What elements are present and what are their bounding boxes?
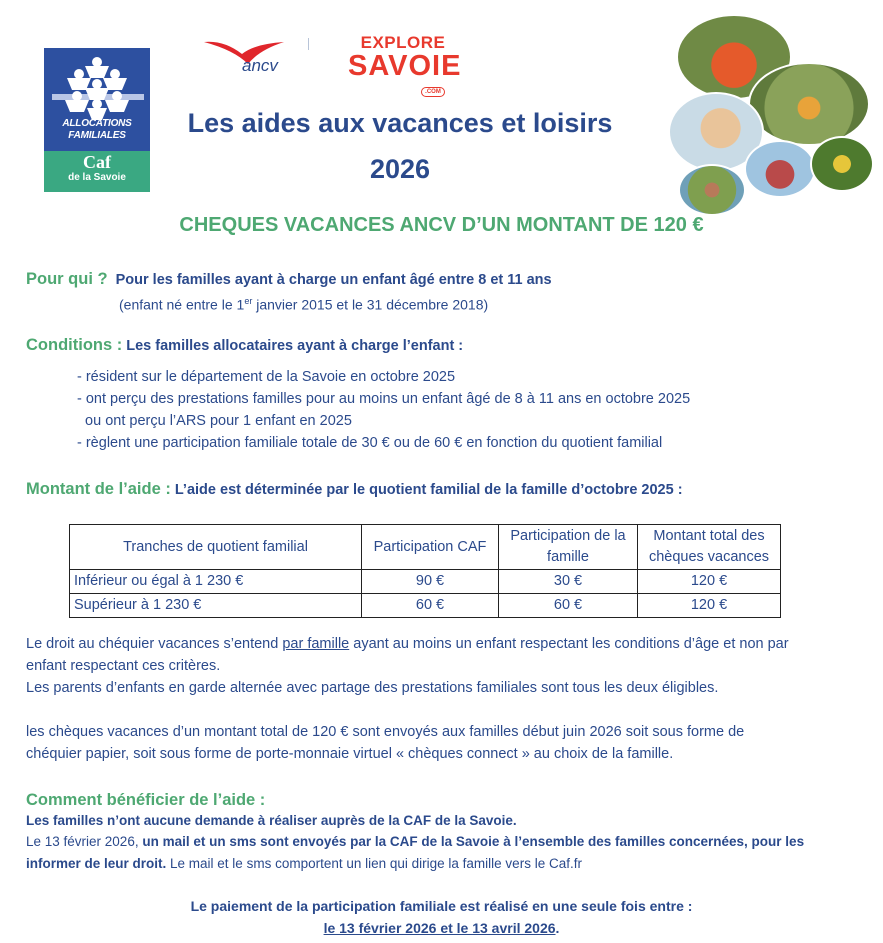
table-header: Participation CAF xyxy=(362,525,499,570)
page-title xyxy=(150,100,650,192)
title-line-2: 2026 xyxy=(369,154,431,184)
note-pre: (enfant né entre le 1 xyxy=(119,296,245,313)
pour-qui-label: Pour qui ? xyxy=(26,270,108,288)
table-cell: 120 € xyxy=(638,570,781,594)
caf-logo xyxy=(44,48,150,192)
table-cell: Inférieur ou égal à 1 230 € xyxy=(70,570,362,594)
table-header xyxy=(638,525,781,570)
subtitle: CHEQUES VACANCES ANCV D’UN MONTANT DE 120 € xyxy=(179,214,704,236)
caf-logo-bottom xyxy=(44,151,150,192)
comment-line2 xyxy=(26,831,804,853)
photo-collage xyxy=(666,14,870,214)
comment-line3 xyxy=(26,853,804,875)
info-p1-line1 xyxy=(26,633,789,655)
comment-block xyxy=(26,789,804,875)
table-cell: Supérieur à 1 230 € xyxy=(70,594,362,618)
comment-line1: Les familles n’ont aucune demande à réaliser auprès de la CAF de la Savoie. xyxy=(26,813,517,828)
text: informer de leur droit. xyxy=(26,856,167,871)
condition-item: - règlent une participation familiale totale de 30 € ou de 60 € en fonction du quotient familial xyxy=(77,435,663,451)
conditions-text: Les familles allocataires ayant à charge l’enfant : xyxy=(126,338,464,354)
table-cell: 60 € xyxy=(499,594,638,618)
condition-item: - résident sur le département de la Savoie en octobre 2025 xyxy=(77,369,456,385)
note-post: janvier 2015 et le 31 décembre 2018) xyxy=(252,296,489,313)
children-group-icon xyxy=(44,52,150,122)
header-line: Montant total des xyxy=(653,528,765,544)
text: Le 13 février 2026, xyxy=(26,834,143,849)
caf-logo-top xyxy=(44,48,150,151)
table-header: Tranches de quotient familial xyxy=(70,525,362,570)
pour-qui-row xyxy=(26,268,552,291)
montant-text: L’aide est déterminée par le quotient familial de la famille d’octobre 2025 : xyxy=(174,482,683,498)
info-block xyxy=(26,633,789,765)
com-badge: .COM xyxy=(421,87,445,97)
caf-dept: de la Savoie xyxy=(68,172,126,183)
conditions-list xyxy=(77,366,690,454)
savoie-text: SAVOIE xyxy=(348,50,462,82)
condition-item: ou ont perçu l’ARS pour 1 enfant en 2025 xyxy=(77,413,352,429)
table-row xyxy=(70,594,781,618)
comment-label: Comment bénéficier de l’aide : xyxy=(26,791,266,809)
header-line: Participation de la xyxy=(510,528,626,544)
info-p3-line1: les chèques vacances d’un montant total de 120 € sont envoyés aux familles début juin 2026 soit sous forme de xyxy=(26,724,745,740)
paiement-dates: le 13 février 2026 et le 13 avril 2026 xyxy=(323,920,556,936)
text: Le mail et le sms comportent un lien qui dirige la famille vers le Caf.fr xyxy=(166,856,582,871)
table-cell: 30 € xyxy=(499,570,638,594)
par-famille-text: par famille xyxy=(282,636,350,652)
info-p3-line2: chéquier papier, soit sous forme de porte-monnaie virtuel « chèques connect » au choix de la famille. xyxy=(26,746,674,762)
table-cell: 60 € xyxy=(362,594,499,618)
table-cell: 90 € xyxy=(362,570,499,594)
text: . xyxy=(555,920,560,936)
quotient-table xyxy=(69,524,781,618)
photo-mother-daughter xyxy=(744,140,816,198)
photo-family-lake xyxy=(678,164,746,216)
header-line: famille xyxy=(547,549,589,565)
text: un mail et un sms sont envoyés par la CAF de la Savoie à l’ensemble des familles concernées, pour les xyxy=(142,834,805,849)
caf-name: Caf xyxy=(83,152,111,172)
table-cell: 120 € xyxy=(638,594,781,618)
caf-logo-line1: ALLOCATIONS xyxy=(62,118,132,129)
note-sup: er xyxy=(244,296,253,306)
caf-logo-line2: FAMILIALES xyxy=(68,130,126,141)
ancv-text: ancv xyxy=(242,56,278,75)
condition-item: - ont perçu des prestations familles pour au moins un enfant âgé de 8 à 11 ans en octobre 2025 xyxy=(77,391,691,407)
paiement-line2 xyxy=(0,917,883,939)
table-header-row xyxy=(70,525,781,570)
text: Le droit au chéquier vacances s’entend xyxy=(26,636,283,652)
table-row xyxy=(70,570,781,594)
text: ayant au moins un enfant respectant les conditions d’âge et non par xyxy=(349,636,789,652)
pour-qui-note xyxy=(119,290,488,316)
photo-family-hiking xyxy=(748,62,870,146)
ancv-logo xyxy=(200,36,310,80)
table-header xyxy=(499,525,638,570)
paiement-block xyxy=(0,895,883,939)
explore-text: EXPLORE xyxy=(360,33,446,52)
montant-row xyxy=(26,478,683,501)
title-line-1: Les aides aux vacances et loisirs xyxy=(187,108,613,138)
separator xyxy=(308,38,309,50)
montant-label: Montant de l’aide : xyxy=(26,480,171,498)
explore-savoie-logo xyxy=(348,33,462,95)
pour-qui-text: Pour les familles ayant à charge un enfant âgé entre 8 et 11 ans xyxy=(115,272,552,288)
paiement-line1: Le paiement de la participation familiale est réalisé en une seule fois entre : xyxy=(190,898,693,914)
conditions-label: Conditions : xyxy=(26,336,123,354)
conditions-row xyxy=(26,334,463,357)
info-p1-line2: enfant respectant ces critères. xyxy=(26,658,221,674)
header-line: chèques vacances xyxy=(648,549,770,565)
photo-child-forest xyxy=(810,136,874,192)
info-p2: Les parents d’enfants en garde alternée avec partage des prestations familiales sont tous les deux éligibles. xyxy=(26,680,719,696)
